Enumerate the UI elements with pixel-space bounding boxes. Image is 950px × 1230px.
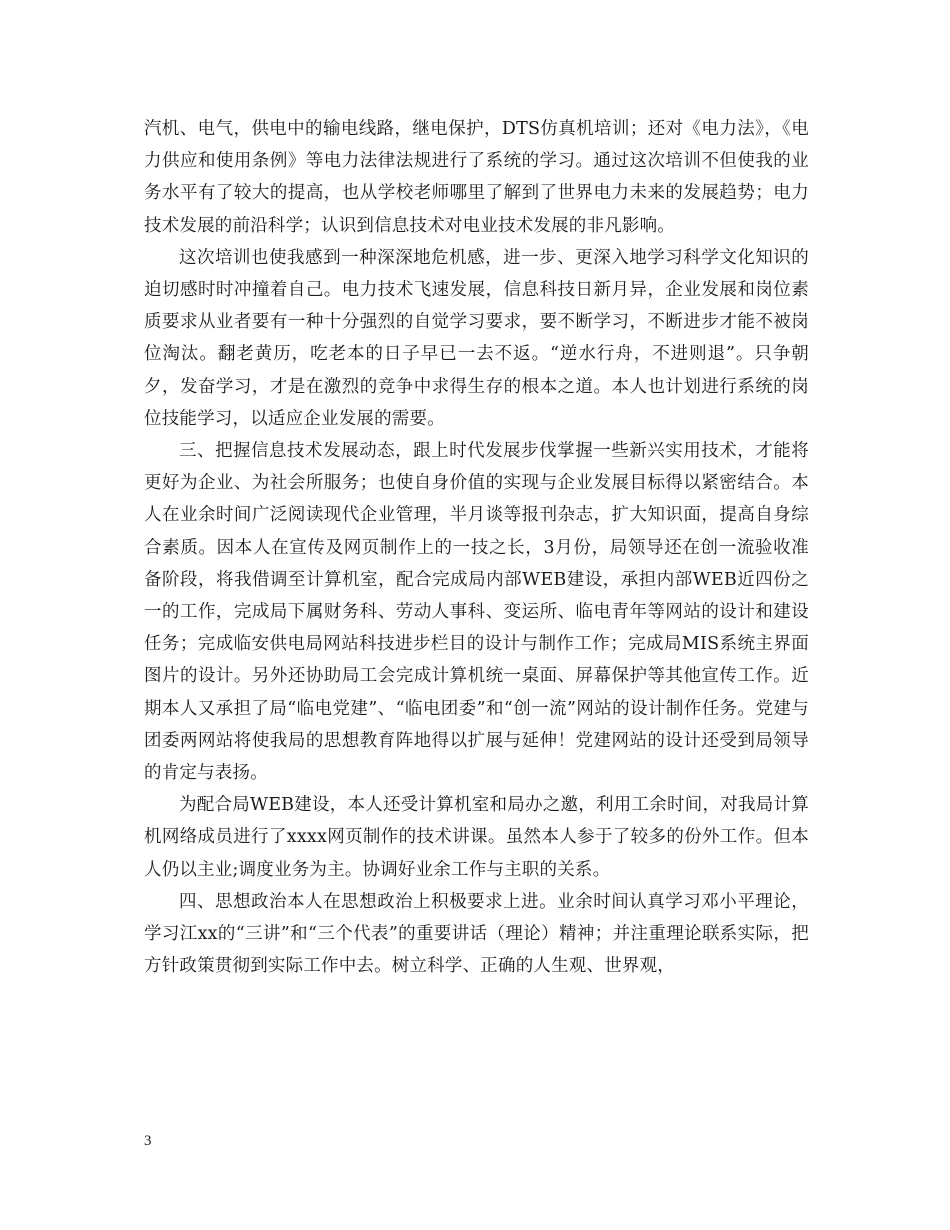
paragraph-training-content: 汽机、电气，供电中的输电线路，继电保护，DTS仿真机培训；还对《电力法》，《电力供应和使用条例》等电力法律法规进行了系统的学习。通过这次培训不但使我的业务水平有了较大的提高，也从学校老师哪里了解到了世界电力未来的发展趋势；电力技术发展的前沿科学；认识到信息技术对电业技术发展的非凡影响。: [144, 119, 809, 236]
page-number: 3: [144, 1133, 152, 1149]
paragraph-web-training-lecture: 为配合局WEB建设，本人还受计算机室和局办之邀，利用工余时间，对我局计算机网络成员进行了xxxx网页制作的技术讲课。虽然本人参于了较多的份外工作。但本人仍以主业;调度业务为主。协调好业余工作与主职的关系。: [144, 795, 809, 880]
document-body: [144, 113, 809, 982]
paragraph-information-technology: 三、把握信息技术发展动态，跟上时代发展步伐掌握一些新兴实用技术，才能将更好为企业、为社会所服务；也使自身价值的实现与企业发展目标得以紧密结合。本人在业余时间广泛阅读现代企业管理，半月谈等报刊杂志，扩大知识面，提高自身综合素质。因本人在宣传及网页制作上的一技之长，3月份，局领导还在创一流验收准备阶段，将我借调至计算机室，配合完成局内部WEB建设，承担内部WEB近四份之一的工作，完成局下属财务科、劳动人事科、变运所、临电青年等网站的设计和建设任务；完成临安供电局网站科技进步栏目的设计与制作工作；完成局MIS系统主界面图片的设计。另外还协助局工会完成计算机统一桌面、屏幕保护等其他宣传工作。近期本人又承担了局“临电党建”、“临电团委”和“创一流”网站的设计制作任务。党建与团委两网站将使我局的思想教育阵地得以扩展与延伸！党建网站的设计还受到局领导的肯定与表扬。: [144, 441, 809, 784]
paragraph-crisis-awareness: 这次培训也使我感到一种深深地危机感，进一步、更深入地学习科学文化知识的迫切感时时冲撞着自己。电力技术飞速发展，信息科技日新月异，企业发展和岗位素质要求从业者要有一种十分强烈的自觉学习要求，要不断学习，不断进步才能不被岗位淘汰。翻老黄历，吃老本的日子早已一去不返。“逆水行舟，不进则退”。只争朝夕，发奋学习，才是在激烈的竞争中求得生存的根本之道。本人也计划进行系统的岗位技能学习，以适应企业发展的需要。: [144, 247, 809, 429]
paragraph-political-thought: 四、思想政治本人在思想政治上积极要求上进。业余时间认真学习邓小平理论，学习江xx的“三讲”和“三个代表”的重要讲话（理论）精神；并注重理论联系实际，把方针政策贯彻到实际工作中去。树立科学、正确的人生观、世界观，: [144, 891, 809, 977]
